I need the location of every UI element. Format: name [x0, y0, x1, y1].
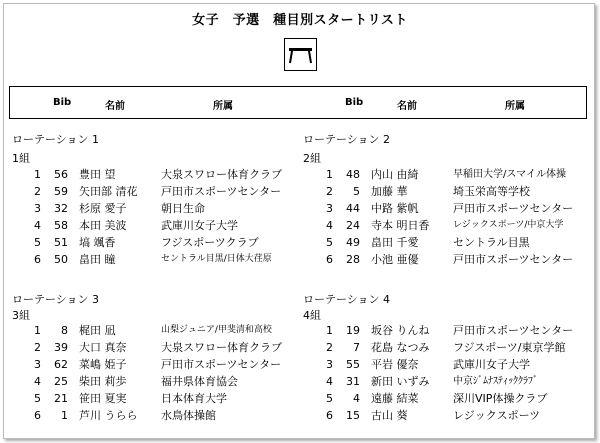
bib-number: 28: [346, 253, 360, 266]
athlete-affiliation: 朝日生命: [161, 202, 205, 215]
order-number: 2: [34, 185, 41, 198]
header-name-left: 名前: [105, 101, 125, 112]
group-label: 4組: [303, 309, 321, 322]
athlete-name: 柴田 莉歩: [79, 375, 127, 388]
table-row: [292, 356, 592, 373]
athlete-name: 新田 いずみ: [371, 375, 430, 388]
table-row: [292, 200, 592, 217]
bib-number: 49: [346, 236, 360, 249]
order-number: 1: [34, 168, 41, 181]
bib-number: 50: [54, 253, 68, 266]
athlete-name: 菜嶋 姫子: [79, 358, 127, 371]
rotation-title: ローテーション 1: [12, 133, 100, 146]
athlete-name: 本田 美波: [79, 219, 127, 232]
order-number: 5: [326, 236, 333, 249]
table-row: [0, 234, 300, 251]
table-row: [0, 200, 300, 217]
bib-number: 5: [353, 185, 360, 198]
athlete-affiliation: 戸田市スポーツセンター: [161, 358, 282, 371]
order-number: 6: [326, 409, 333, 422]
athlete-affiliation: セントラル目黒/日体大荏原: [161, 254, 272, 264]
athlete-affiliation: レジックスポーツ: [453, 409, 541, 422]
athlete-name: 遠藤 結菜: [371, 392, 419, 405]
table-row: [292, 183, 592, 200]
table-row: [0, 373, 300, 390]
group-label: 1組: [12, 152, 30, 165]
athlete-affiliation: 日本体育大学: [161, 392, 227, 405]
bib-number: 55: [346, 358, 360, 371]
order-number: 1: [326, 168, 333, 181]
athlete-name: 古山 葵: [371, 409, 408, 422]
bib-number: 19: [346, 324, 360, 337]
table-row: [292, 339, 592, 356]
order-number: 4: [326, 375, 333, 388]
table-row: [0, 166, 300, 183]
athlete-affiliation: フジスポーツクラブ: [161, 236, 259, 249]
bib-number: 15: [346, 409, 360, 422]
order-number: 1: [34, 324, 41, 337]
athlete-affiliation: 武庫川女子大学: [161, 219, 238, 232]
order-number: 6: [34, 253, 41, 266]
athlete-affiliation: 早稲田大学/スマイル体操: [453, 169, 566, 180]
athlete-affiliation: 山梨ジュニア/甲斐清和高校: [161, 325, 272, 335]
table-row: [292, 373, 592, 390]
table-row: [292, 251, 592, 268]
athlete-name: 笹田 夏実: [79, 392, 127, 405]
order-number: 2: [326, 341, 333, 354]
bib-number: 21: [54, 392, 68, 405]
athlete-affiliation: 戸田市スポーツセンター: [161, 185, 282, 198]
rotation-title: ローテーション 4: [303, 293, 391, 306]
athlete-affiliation: フジスポーツ/東京学館: [453, 341, 566, 354]
header-affiliation-left: 所属: [213, 101, 233, 112]
bib-number: 31: [346, 375, 360, 388]
column-header: [9, 86, 587, 119]
page-title: 女子 予選 種目別スタートリスト: [192, 13, 408, 28]
order-number: 3: [326, 358, 333, 371]
order-number: 4: [34, 375, 41, 388]
bib-number: 25: [54, 375, 68, 388]
order-number: 3: [34, 358, 41, 371]
athlete-name: 畠田 千愛: [371, 236, 419, 249]
table-row: [292, 407, 592, 424]
athlete-affiliation: レジックスポーツ/中京大学: [453, 220, 564, 230]
header-name-right: 名前: [397, 101, 417, 112]
order-number: 2: [326, 185, 333, 198]
athlete-affiliation: 埼玉栄高等学校: [453, 185, 530, 198]
athlete-affiliation: 戸田市スポーツセンター: [453, 202, 574, 215]
athlete-affiliation: 大泉スワロー体育クラブ: [161, 168, 282, 181]
athlete-name: 大口 真奈: [79, 341, 127, 354]
table-row: [0, 390, 300, 407]
balance-beam-icon: [285, 39, 316, 70]
table-row: [0, 407, 300, 424]
athlete-name: 畠田 瞳: [79, 253, 116, 266]
athlete-name: 小池 亜優: [371, 253, 419, 266]
athlete-affiliation: セントラル目黒: [453, 236, 530, 249]
event-icon-box: [284, 38, 317, 71]
table-row: [292, 322, 592, 339]
athlete-name: 塙 颯香: [79, 236, 116, 249]
table-row: [0, 356, 300, 373]
bib-number: 58: [54, 219, 68, 232]
athlete-affiliation: 武庫川女子大学: [453, 358, 530, 371]
athlete-name: 矢田部 清花: [79, 185, 138, 198]
bib-number: 51: [54, 236, 68, 249]
header-bib-left: Bib: [53, 97, 72, 108]
order-number: 2: [34, 341, 41, 354]
table-row: [0, 322, 300, 339]
rotation-title: ローテーション 2: [303, 133, 391, 146]
athlete-affiliation: 福井県体育協会: [161, 375, 238, 388]
athlete-affiliation: 中京ｼﾞﾑﾅｽﾃｨｯｸｸﾗﾌﾞ: [453, 376, 538, 387]
athlete-name: 坂谷 りんね: [371, 324, 430, 337]
athlete-name: 杉原 愛子: [79, 202, 127, 215]
athlete-name: 加藤 華: [371, 185, 408, 198]
bib-number: 1: [61, 409, 68, 422]
order-number: 6: [326, 253, 333, 266]
order-number: 5: [326, 392, 333, 405]
bib-number: 56: [54, 168, 68, 181]
table-row: [0, 217, 300, 234]
bib-number: 62: [54, 358, 68, 371]
athlete-affiliation: 深川VIP体操クラブ: [453, 392, 548, 405]
bib-number: 44: [346, 202, 360, 215]
table-row: [292, 390, 592, 407]
athlete-affiliation: 戸田市スポーツセンター: [453, 324, 574, 337]
order-number: 6: [34, 409, 41, 422]
header-affiliation-right: 所属: [505, 101, 525, 112]
order-number: 5: [34, 236, 41, 249]
group-label: 3組: [12, 309, 30, 322]
athlete-name: 梶田 凪: [79, 324, 116, 337]
group-label: 2組: [303, 152, 321, 165]
order-number: 4: [326, 219, 333, 232]
table-row: [292, 234, 592, 251]
bib-number: 4: [353, 392, 360, 405]
order-number: 5: [34, 392, 41, 405]
table-row: [0, 339, 300, 356]
order-number: 3: [326, 202, 333, 215]
order-number: 3: [34, 202, 41, 215]
table-row: [292, 166, 592, 183]
table-row: [292, 217, 592, 234]
bib-number: 8: [61, 324, 68, 337]
header-bib-right: Bib: [345, 97, 364, 108]
athlete-name: 花島 なつみ: [371, 341, 430, 354]
rotation-title: ローテーション 3: [12, 293, 100, 306]
athlete-affiliation: 水鳥体操館: [161, 409, 216, 422]
table-row: [0, 183, 300, 200]
bib-number: 48: [346, 168, 360, 181]
bib-number: 59: [54, 185, 68, 198]
order-number: 1: [326, 324, 333, 337]
bib-number: 24: [346, 219, 360, 232]
table-row: [0, 251, 300, 268]
bib-number: 39: [54, 341, 68, 354]
athlete-name: 内山 由綺: [371, 168, 419, 181]
athlete-name: 芦川 うらら: [79, 409, 138, 422]
athlete-name: 平岩 優奈: [371, 358, 419, 371]
bib-number: 7: [353, 341, 360, 354]
athlete-name: 中路 紫帆: [371, 202, 419, 215]
order-number: 4: [34, 219, 41, 232]
athlete-name: 寺本 明日香: [371, 219, 430, 232]
bib-number: 32: [54, 202, 68, 215]
athlete-name: 豊田 望: [79, 168, 116, 181]
athlete-affiliation: 大泉スワロー体育クラブ: [161, 341, 282, 354]
athlete-affiliation: 戸田市スポーツセンター: [453, 253, 574, 266]
